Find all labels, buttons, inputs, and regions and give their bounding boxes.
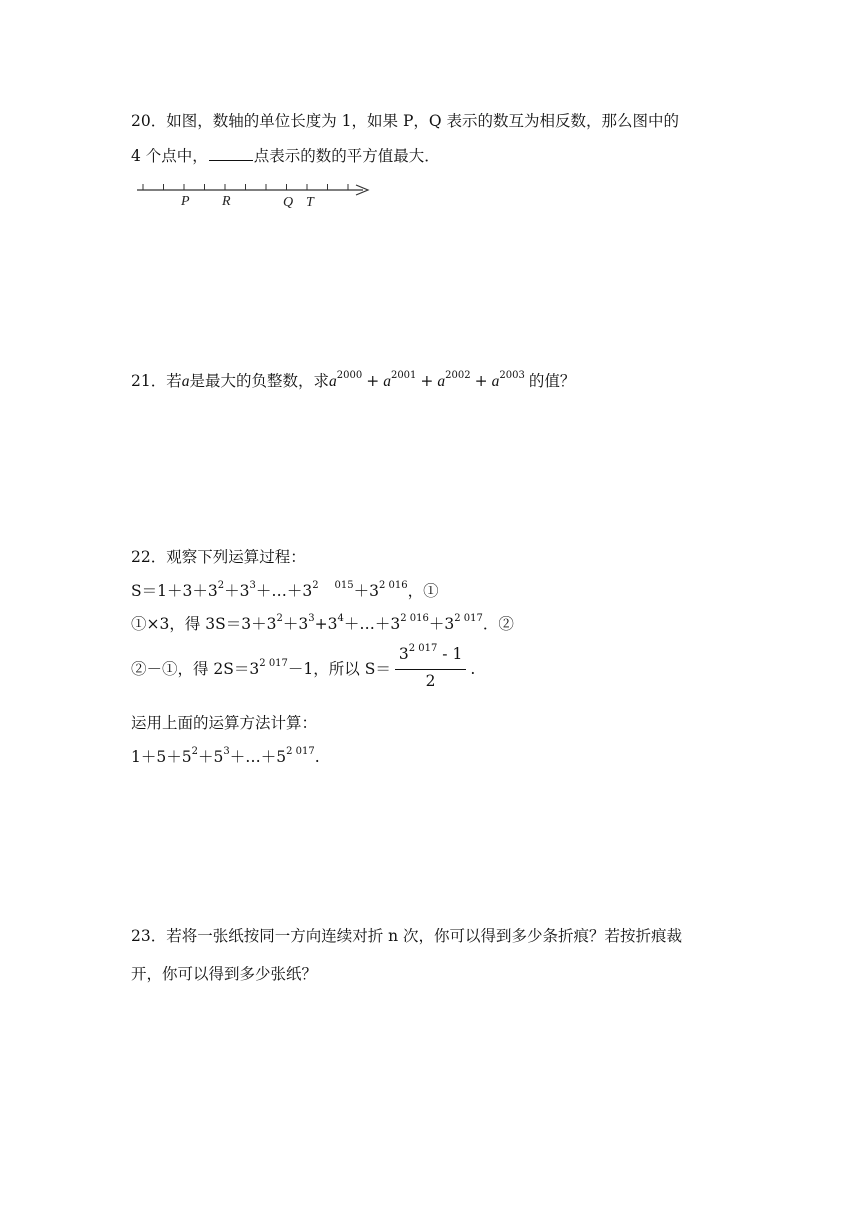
plus-sign: + (474, 372, 488, 390)
text: ＋…＋3 (343, 615, 401, 633)
exponent: 3 (308, 613, 315, 624)
exponent: 2 (217, 580, 225, 591)
text: +3 (314, 615, 338, 633)
q20-line2-post: 点表示的数的平方值最大． (253, 147, 440, 165)
q22-title: 22．观察下列运算过程： (131, 548, 306, 566)
q22-line5 (131, 746, 320, 771)
text: S＝1＋3＋3 (131, 582, 218, 600)
text: ＋3 (428, 615, 455, 633)
text: ＋…＋3 (255, 582, 313, 600)
exponent: 2 017 (286, 746, 315, 757)
q22-line1 (131, 580, 439, 605)
q22-line3 (131, 643, 476, 695)
text: ．② (482, 615, 514, 633)
exponent: 2 (191, 746, 198, 757)
text: －1，所以 S＝ (287, 660, 391, 678)
text: ＋5 (197, 748, 224, 766)
exp-2002: 2002 (445, 370, 471, 381)
text: . (470, 660, 476, 678)
q20-line2-pre: 4 个点中， (131, 147, 208, 165)
fraction (395, 644, 466, 692)
exponent: 2 015 (312, 580, 354, 591)
point-label-t: T (306, 195, 314, 210)
exp-2001: 2001 (390, 370, 417, 381)
q22-line2 (131, 613, 514, 638)
exponent: 3 (223, 746, 230, 757)
exponent: 2 017 (259, 658, 288, 669)
text: ＋3 (353, 582, 379, 600)
fraction-denominator: 2 (425, 672, 436, 690)
exponent: 2 017 (408, 643, 438, 654)
q22-line4: 运用上面的运算方法计算： (131, 714, 318, 732)
point-label-q: Q (283, 195, 294, 210)
text: 1＋5＋5 (131, 748, 192, 766)
exp-2000: 2000 (336, 370, 363, 381)
text: ＋3 (224, 582, 250, 600)
exponent: 2 (276, 613, 283, 624)
q21-post: 的值？ (528, 372, 576, 390)
q21-mid: 是最大的负整数，求 (189, 372, 329, 390)
point-label-r: R (222, 194, 231, 209)
term-a: a (437, 373, 446, 390)
plus-sign: + (420, 372, 434, 390)
q23-line1: 23．若将一张纸按同一方向连续对折 n 次，你可以得到多少条折痕？若按折痕裁 (131, 927, 683, 945)
exponent: 3 (249, 580, 256, 591)
q21-line (131, 370, 575, 395)
exponent: 2 016 (378, 580, 408, 591)
term-a: a (329, 373, 337, 390)
tick-marks (143, 184, 348, 190)
text: ＋…＋5 (229, 748, 287, 766)
fraction-numerator (395, 644, 466, 670)
number-line (131, 178, 391, 212)
exp-2003: 2003 (499, 370, 525, 381)
text: ，① (407, 582, 439, 600)
term-a: a (383, 373, 391, 390)
var-a: a (181, 373, 190, 390)
q23-line2: 开，你可以得到多少张纸？ (131, 965, 318, 983)
exponent: 4 (337, 613, 344, 624)
q20-line2 (131, 145, 440, 167)
plus-sign: + (366, 372, 380, 390)
q20-line1: 20．如图，数轴的单位长度为 1，如果 P，Q 表示的数互为相反数，那么图中的 (131, 112, 680, 130)
exponent: 2 017 (454, 613, 483, 624)
q21-pre: 21．若 (131, 372, 182, 390)
text: ＋3 (282, 615, 309, 633)
exponent: 2 016 (400, 613, 429, 624)
text: 3 (398, 645, 409, 663)
answer-blank (209, 146, 253, 161)
term-a: a (491, 373, 500, 390)
text: ②－①，得 2S＝3 (131, 660, 260, 678)
text: ①×3，得 3S＝3＋3 (131, 615, 277, 633)
text: - 1 (437, 645, 463, 663)
point-label-p: P (181, 194, 190, 209)
text: . (314, 748, 320, 766)
